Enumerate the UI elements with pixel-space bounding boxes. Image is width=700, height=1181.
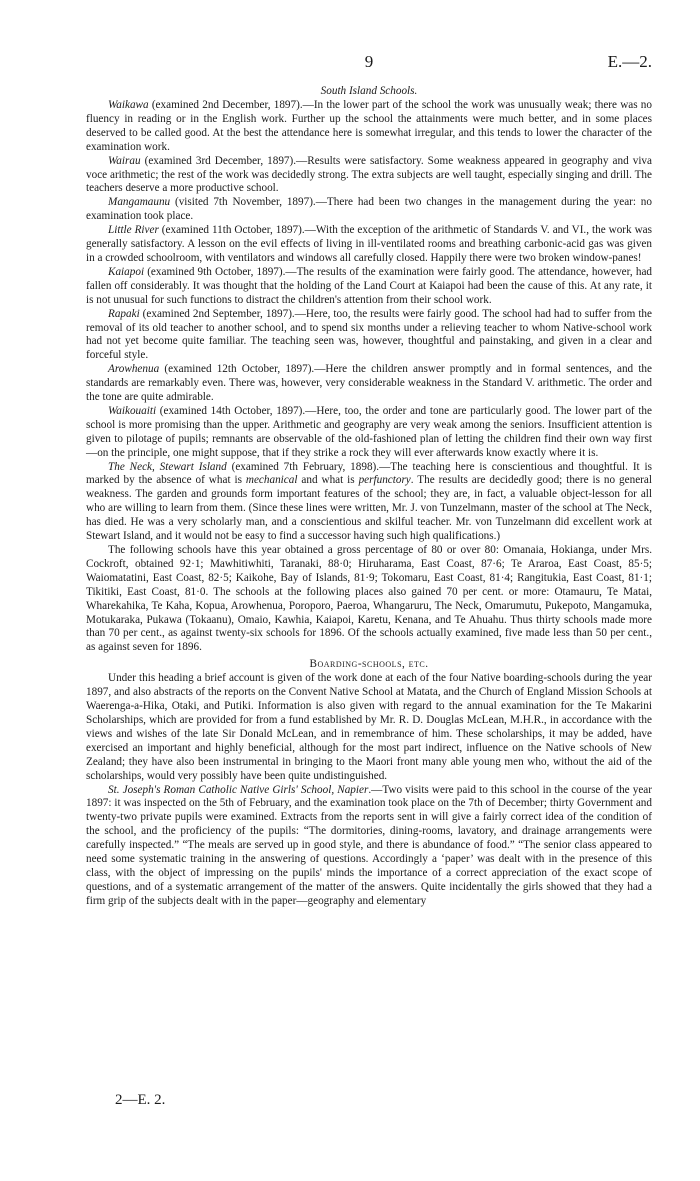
school-name: Kaiapoi <box>108 265 145 278</box>
school-paragraph <box>86 308 652 364</box>
section-heading-south-island: South Island Schools. <box>320 85 418 97</box>
emphasis-text: perfunctory <box>358 474 411 487</box>
school-report: (examined 11th October, 1897).—With the exception of the arithmetic of Standards V. and VI., the work was generally satisfactory. A lesson on the evil effects of living in ill-ventilated rooms and breathing carbonic-acid gas was given in a crowded schoolroom, with ventilators and windows all carefully closed. Happily there were two broken window-panes! <box>86 224 652 264</box>
school-report: (examined 2nd December, 1897).—In the lower part of the school the work was unusually weak; there was no fluency in reading or in the English work. Further up the school the attainments were much better, and in some places deserved to be called good. At the best the attendance here is somewhat irregular, and this tends to lower the character of the examination work. <box>86 99 652 153</box>
school-name: Arowhenua <box>108 363 160 376</box>
boarding-intro-paragraph: Under this heading a brief account is given of the work done at each of the four Native boarding-schools during the year 1897, and also abstracts of the reports on the Convent Native School at Matata, and the Church of England Mission Schools at Waerenga-a-Hika, Otaki, and Putiki. Information is also given with regard to the annual examination for the Te Makarini Scholarships, which are provided for from a fund established by Mr. R. D. Douglas McLean, M.H.R., in accordance with the views and wishes of the late Sir Donald McLean, and in remembrance of him. These scholarships, it may be added, have exercised an important and highly beneficial, although for the most part indirect, influence on the Native schools of New Zealand; they have also been instrumental in bringing to the Maori front many able young men who, without the aid of the scholarships, would very possibly have been quite undistinguished. <box>86 672 652 782</box>
school-paragraph <box>86 266 652 308</box>
school-report: (examined 2nd September, 1897).—Here, too, the results were fairly good. The school had had to suffer from the removal of its old teacher to another school, and to spend six months under a relieving teacher to whom Native-school work had not yet become quite familiar. The teaching seen was, however, thoughtful and painstaking, and given in a clear and forceful style. <box>86 307 652 362</box>
school-name: Waikawa <box>108 99 149 111</box>
school-report: .—Two visits were paid to this school in the course of the year 1897: it was inspected on the 5th of February, and the examination took place on the 7th of December; thirty Government and twenty-two private pupils were examined. Extracts from the reports sent in will give a fairly correct idea of the condition of the school, and the proficiency of the pupils: “The dormitories, dining-rooms, lavatory, and drainage arrangements were carefully inspected.” “The meals are served up in good style, and there is abundance of food.” “The senior class appeared to need some systematic training in the answering of questions. Accordingly a ‘paper’ was dealt with in the presence of this class, with the object of impressing on the pupils' minds the importance of a correct appreciation of the exact scope of questions, and of a systematic arrangement of the matter of the answers. Quite incidentally the girls showed that they had a firm grip of the subjects dealt with in the paper—geography and elementary <box>86 783 653 907</box>
school-name: Waikouaiti <box>108 404 157 417</box>
page-header <box>86 52 652 74</box>
school-report: (examined 9th October, 1897).—The results of the examination were fairly good. The attendance, however, had fallen off considerably. It was thought that the holding of the Land Court at Kaiapoi had been the cause of this. At any rate, it is not unusual for such functions to distract the children's attention from their school work. <box>86 265 652 306</box>
school-name: Mangamaunu <box>108 196 171 209</box>
school-report: (visited 7th November, 1897).—There had been two changes in the management during the year: no examination took place. <box>86 196 652 223</box>
school-name: Wairau <box>108 154 141 167</box>
report-reference: E.—2. <box>607 52 652 71</box>
school-paragraph <box>86 155 652 197</box>
school-report: (examined 3rd December, 1897).—Results were satisfactory. Some weakness appeared in geography and viva voce arithmetic; the rest of the work was decidedly strong. The extra subjects are well taught, especially singing and drill. The teachers deserve a more productive school. <box>86 154 652 195</box>
signature-mark: 2—E. 2. <box>115 1092 166 1108</box>
page-number: 9 <box>364 52 374 71</box>
school-name: St. Joseph's Roman Catholic Native Girls' School, Napier <box>108 783 369 796</box>
report-text: . The results are decidedly good; there is no general weakness. The garden and grounds form important features of the school; they are, in fact, a valuable object-lesson for all who are willing to learn from them. (Since these lines were written, Mr. J. von Tunzelmann, master of the school at The Neck, has died. He was a very scholarly man, and a conscientious and skilful teacher. Mr. von Tunzelmann did excellent work at Stewart Island, and it would not be easy to find a successor having such high qualifications.) <box>86 474 652 543</box>
school-paragraph <box>86 99 652 155</box>
page-body <box>86 84 652 909</box>
school-name: Rapaki <box>108 307 140 320</box>
school-report: (examined 12th October, 1897).—Here the children answer promptly and in formal sentences, and the standards are remarkably even. There was, however, very considerable weakness in the Standard V. arithmetic. The order and the tone are quite admirable. <box>86 363 652 404</box>
school-name: Little River <box>108 224 159 237</box>
school-paragraph <box>86 405 652 461</box>
school-paragraph <box>86 196 652 224</box>
emphasis-text: mechanical <box>245 474 298 487</box>
school-report: (examined 14th October, 1897).—Here, too, the order and tone are particularly good. The lower part of the school is more promising than the upper. Arithmetic and geography are very weak among the seniors. Insufficient attention is given to pilotage of pupils; remnants are observable of the old-fashioned plan of letting the children find their own way first—on the principle, one might suppose, that if they strike a rock they will ever afterwards know exactly where it is. <box>86 404 652 459</box>
school-paragraph <box>86 224 652 266</box>
section-heading-boarding-schools: Boarding-schools, etc. <box>309 658 429 671</box>
school-paragraph <box>86 363 652 405</box>
st-josephs-paragraph <box>86 784 652 909</box>
report-text: (examined 7th February, 1898).—The teaching here is conscientious and thoughtful. It is marked by the absence of what is <box>86 460 652 487</box>
report-text: and what is <box>297 474 359 487</box>
school-name: The Neck, Stewart Island <box>108 460 227 473</box>
school-paragraph-the-neck <box>86 461 652 544</box>
percentages-paragraph: The following schools have this year obtained a gross percentage of 80 or over 80: Omanaia, Hokianga, under Mrs. Cockroft, obtained 92·1; Mawhitiwhiti, Taranaki, 88·0; Hiruharama, East Coast, 87·6; Te Araroa, East Coast, 85·5; Waiomatatini, East Coast, 82·5; Kaikohe, Bay of Islands, 81·9; Tokomaru, East Coast, 81·4; Rangitukia, East Coast, 81·1; Tikitiki, East Coast, 81·0. The schools at the following places also gained 70 per cent. or more: Otamauru, Te Matai, Wharekahika, Te Kaha, Kopua, Arowhenua, Poroporo, Paeroa, Whangaruru, The Neck, Omarumutu, Pukepoto, Mangamuka, Motukaraka, Pukawa (Tokaanu), Omaio, Kawhia, Kaiapoi, Karetu, Kenana, and Te Ahuahu. Thus thirty schools made more than 70 per cent., as against twenty-six schools for 1896. Of the schools actually examined, five made less than 50 per cent., as against seven for 1896. <box>86 544 652 654</box>
